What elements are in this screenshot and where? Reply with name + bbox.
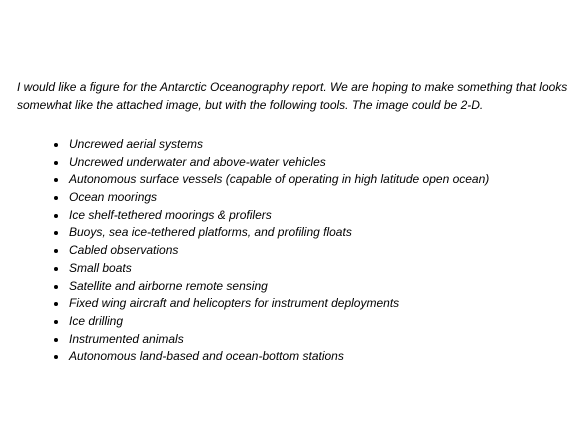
list-item xyxy=(53,207,573,225)
list-item-text: Ocean moorings xyxy=(69,190,158,205)
document-body xyxy=(17,78,573,366)
tools-list xyxy=(17,136,573,366)
bullet-icon xyxy=(54,143,58,147)
list-item xyxy=(53,136,573,154)
list-item xyxy=(53,348,573,366)
list-item-text: Autonomous surface vessels (capable of operating in high latitude open ocean) xyxy=(69,172,490,187)
bullet-icon xyxy=(54,285,58,289)
list-item-text: Uncrewed underwater and above-water vehicles xyxy=(69,154,326,169)
list-item-text: Fixed wing aircraft and helicopters for instrument deployments xyxy=(69,296,400,311)
list-item-text: Uncrewed aerial systems xyxy=(69,137,204,151)
bullet-icon xyxy=(54,302,58,306)
list-item-text: Instrumented animals xyxy=(69,331,184,346)
list-item xyxy=(53,260,573,278)
bullet-icon xyxy=(54,178,58,182)
list-item xyxy=(53,278,573,296)
bullet-icon xyxy=(54,161,58,165)
list-item xyxy=(53,154,573,172)
bullet-icon xyxy=(54,320,58,324)
list-item xyxy=(53,295,573,313)
list-item-text: Ice drilling xyxy=(69,313,124,328)
list-item-text: Cabled observations xyxy=(69,243,179,258)
list-item xyxy=(53,224,573,242)
list-item-text: Autonomous land-based and ocean-bottom stations xyxy=(69,349,344,364)
bullet-icon xyxy=(54,355,58,359)
intro-paragraph: I would like a figure for the Antarctic Oceanography report. We are hoping to make something that looks somewhat like the attached image, but with the following tools. The image could be 2-D. xyxy=(17,80,568,112)
bullet-icon xyxy=(54,214,58,218)
bullet-icon xyxy=(54,338,58,342)
list-item-text: Buoys, sea ice-tethered platforms, and profiling floats xyxy=(69,225,352,240)
bullet-icon xyxy=(54,196,58,200)
list-item-text: Satellite and airborne remote sensing xyxy=(69,278,268,293)
list-item xyxy=(53,171,573,189)
bullet-icon xyxy=(54,267,58,271)
list-item xyxy=(53,313,573,331)
list-item xyxy=(53,331,573,349)
list-item-text: Ice shelf-tethered moorings & profilers xyxy=(69,207,272,222)
bullet-icon xyxy=(54,231,58,235)
list-item xyxy=(53,189,573,207)
list-item xyxy=(53,242,573,260)
list-item-text: Small boats xyxy=(69,260,132,275)
bullet-icon xyxy=(54,249,58,253)
